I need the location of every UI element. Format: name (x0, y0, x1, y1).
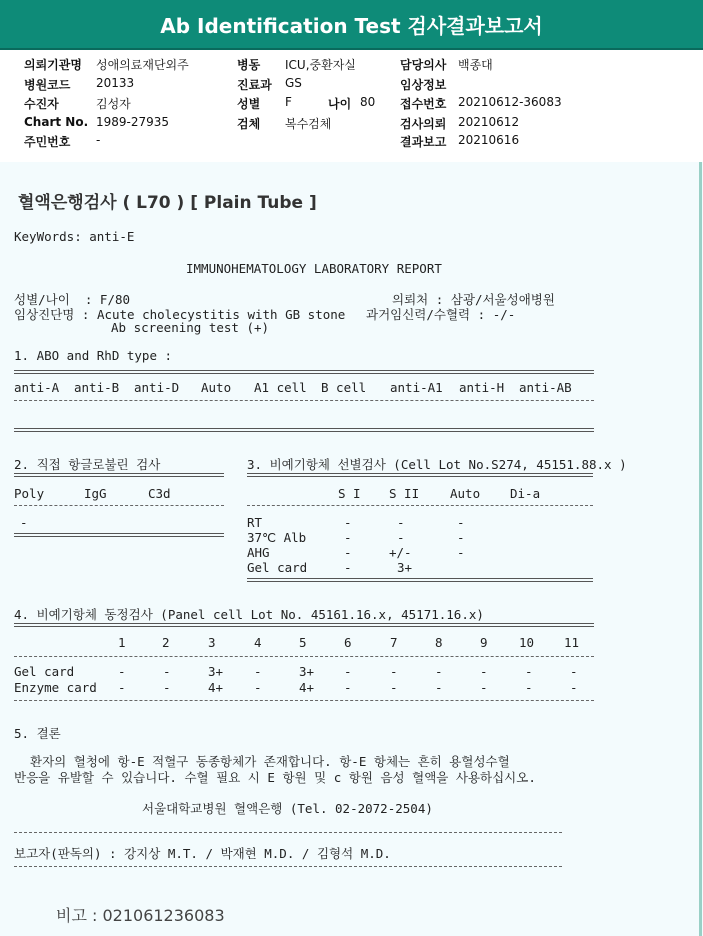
screen-rule-bottom (247, 578, 593, 582)
header-divider (0, 48, 703, 50)
panel-col: 5 (299, 635, 307, 650)
abo-col: B cell (321, 380, 367, 395)
panel-cell: - (435, 680, 443, 695)
screen-cell: - (397, 530, 405, 545)
conclusion-line-1: 환자의 혈청에 항-E 적혈구 동종항체가 존재합니다. 항-E 항체는 흔히 용혈성수혈 (30, 754, 510, 769)
screen-cell: - (457, 515, 465, 530)
panel-cell: - (163, 680, 171, 695)
screen-section-title: 3. 비예기항체 선별검사 (Cell Lot No.S274, 45151.88.x ) (247, 457, 627, 472)
screen-cell: - (457, 545, 465, 560)
signature-rule-bottom (14, 866, 562, 867)
abo-section-title: 1. ABO and RhD type : (14, 348, 173, 363)
reporter-line: 보고자(판독의) : 강지상 M.T. / 박재현 M.D. / 김형석 M.D. (14, 846, 391, 861)
screen-col: S II (389, 486, 420, 501)
dat-rule-top (14, 473, 224, 477)
dat-col: C3d (148, 486, 171, 501)
screen-cell: - (344, 545, 352, 560)
ward-label: 병동 (237, 58, 261, 72)
abo-col: anti-H (459, 380, 505, 395)
screen-rule-mid (247, 505, 593, 506)
note-line: 비고 : 021061236083 (56, 906, 225, 925)
panel-col: 6 (344, 635, 352, 650)
dept-label: 진료과 (237, 78, 272, 92)
screen-cell: - (397, 515, 405, 530)
receiver-label: 수진자 (24, 97, 59, 111)
screen-col: Auto (450, 486, 481, 501)
accession-value: 20210612-36083 (458, 95, 562, 109)
test-title: 혈액은행검사 ( L70 ) [ Plain Tube ] (18, 193, 317, 213)
abo-col: Auto (201, 380, 232, 395)
screen-cell: 3+ (397, 560, 413, 575)
conclusion-title: 5. 결론 (14, 726, 61, 741)
sex-value: F (285, 95, 292, 109)
screen-row-label: AHG (247, 545, 270, 560)
receiver-value: 김성자 (96, 97, 131, 111)
dept-value: GS (285, 76, 302, 90)
panel-rule-mid (14, 656, 594, 657)
specimen-value: 복수검체 (285, 117, 332, 131)
screen-row-label: RT (247, 515, 263, 530)
keywords: KeyWords: anti-E (14, 229, 135, 244)
panel-col: 3 (208, 635, 216, 650)
age-label: 나이 (328, 97, 352, 111)
dat-value: - (20, 515, 28, 530)
panel-cell: - (254, 664, 262, 679)
hospital-code-label: 병원코드 (24, 78, 71, 92)
diagnosis-line: 임상진단명 : Acute cholecystitis with GB stone (14, 307, 346, 322)
chart-value: 1989-27935 (96, 115, 170, 129)
panel-col: 2 (162, 635, 170, 650)
panel-col: 9 (480, 635, 488, 650)
abo-col: anti-B (74, 380, 120, 395)
doctor-label: 담당의사 (400, 58, 447, 72)
panel-rule-bottom (14, 700, 594, 701)
panel-cell: 4+ (208, 680, 224, 695)
dat-col: Poly (14, 486, 45, 501)
chart-label: Chart No. (24, 115, 89, 129)
panel-cell: - (570, 680, 578, 695)
panel-col: 1 (118, 635, 126, 650)
panel-cell: 3+ (299, 664, 315, 679)
hospital-code-value: 20133 (96, 76, 135, 90)
panel-cell: - (480, 664, 488, 679)
panel-cell: - (163, 664, 171, 679)
panel-row-label: Enzyme card (14, 680, 97, 695)
abo-rule-bottom (14, 428, 594, 432)
rrn-value: - (96, 133, 101, 147)
accession-label: 접수번호 (400, 97, 447, 111)
panel-cell: - (570, 664, 578, 679)
panel-cell: 3+ (208, 664, 224, 679)
panel-col: 8 (435, 635, 443, 650)
rrn-label: 주민번호 (24, 135, 71, 149)
lab-report-title: IMMUNOHEMATOLOGY LABORATORY REPORT (186, 261, 442, 276)
screen-cell: - (457, 530, 465, 545)
sex-label: 성별 (237, 97, 261, 111)
report-date-label: 결과보고 (400, 135, 447, 149)
institution-value: 성애의료재단외주 (96, 58, 189, 72)
screen-col: S I (338, 486, 361, 501)
clinical-label: 임상정보 (400, 78, 447, 92)
dat-rule-mid (14, 505, 224, 506)
blood-bank-line: 서울대학교병원 혈액은행 (Tel. 02-2072-2504) (142, 801, 433, 816)
dat-section-title: 2. 직접 항글로불린 검사 (14, 457, 161, 472)
abo-col: A1 cell (254, 380, 307, 395)
specimen-label: 검체 (237, 117, 261, 131)
screening-line: Ab screening test (+) (111, 320, 270, 335)
screen-cell: +/- (389, 545, 412, 560)
dat-col: IgG (84, 486, 107, 501)
referrer-line: 의뢰처 : 삼광/서울성애병원 (392, 292, 555, 307)
panel-row-label: Gel card (14, 664, 75, 679)
panel-col: 10 (519, 635, 535, 650)
panel-cell: - (118, 680, 126, 695)
abo-rule-top (14, 370, 594, 374)
report-date-value: 20210616 (458, 133, 520, 147)
signature-rule-top (14, 832, 562, 833)
panel-cell: - (525, 680, 533, 695)
screen-row-label: 37℃ Alb (247, 530, 307, 545)
screen-col: Di-a (510, 486, 541, 501)
panel-col: 11 (564, 635, 580, 650)
conclusion-line-2: 반응을 유발할 수 있습니다. 수혈 필요 시 E 항원 및 c 항원 음성 혈액을 사용하십시오. (14, 770, 536, 785)
panel-cell: - (344, 680, 352, 695)
panel-col: 4 (254, 635, 262, 650)
abo-col: anti-AB (519, 380, 572, 395)
abo-col: anti-A (14, 380, 60, 395)
abo-col: anti-D (134, 380, 180, 395)
panel-rule-top (14, 623, 594, 627)
sex-age-line: 성별/나이 : F/80 (14, 292, 131, 307)
abo-col: anti-A1 (390, 380, 443, 395)
screen-cell: - (344, 560, 352, 575)
request-value: 20210612 (458, 115, 520, 129)
panel-cell: - (435, 664, 443, 679)
panel-col: 7 (390, 635, 398, 650)
institution-label: 의뢰기관명 (24, 58, 82, 72)
request-label: 검사의뢰 (400, 117, 447, 131)
screen-cell: - (344, 515, 352, 530)
panel-cell: - (254, 680, 262, 695)
ward-value: ICU,중환자실 (285, 58, 356, 72)
panel-cell: 4+ (299, 680, 315, 695)
report-header (0, 0, 703, 48)
panel-cell: - (390, 664, 398, 679)
document-edge (699, 162, 702, 936)
screen-row-label: Gel card (247, 560, 308, 575)
doctor-value: 백종대 (458, 58, 493, 72)
panel-cell: - (525, 664, 533, 679)
report-title: Ab Identification Test 검사결과보고서 (160, 13, 543, 38)
panel-cell: - (344, 664, 352, 679)
panel-cell: - (390, 680, 398, 695)
history-line: 과거임신력/수혈력 : -/- (366, 307, 516, 322)
panel-section-title: 4. 비예기항체 동정검사 (Panel cell Lot No. 45161.16.x, 45171.16.x) (14, 607, 484, 622)
screen-cell: - (344, 530, 352, 545)
age-value: 80 (360, 95, 376, 109)
abo-rule-mid (14, 400, 594, 401)
panel-cell: - (480, 680, 488, 695)
dat-rule-bottom (14, 533, 224, 537)
screen-rule-top (247, 473, 593, 477)
panel-cell: - (118, 664, 126, 679)
